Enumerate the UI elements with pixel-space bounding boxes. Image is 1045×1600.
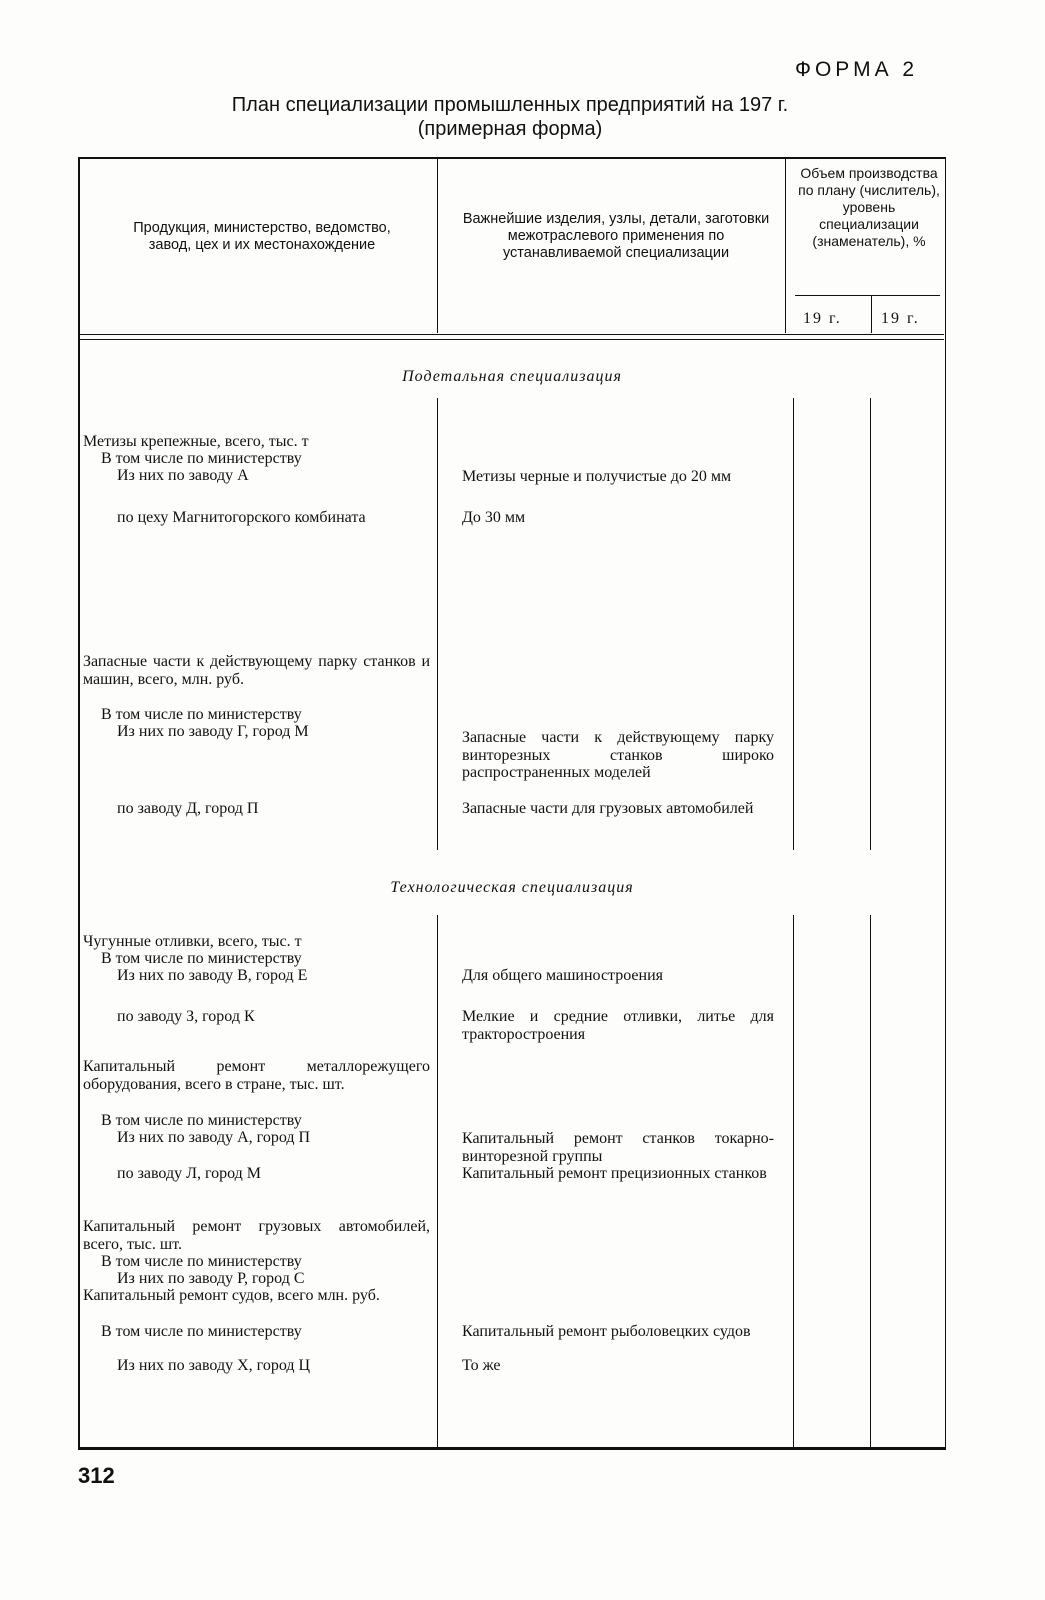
row-label: Чугунные отливки, всего, тыс. т: [83, 933, 302, 950]
row-label: В том числе по министерству: [101, 450, 302, 467]
section-heading: Подетальная специализация: [402, 368, 622, 385]
row-label: В том числе по министерству: [101, 1112, 302, 1129]
row-label: Метизы крепежные, всего, тыс. т: [83, 433, 309, 450]
row-label: Из них по заводу А: [117, 467, 249, 484]
row-label: Из них по заводу Г, город М: [117, 723, 309, 740]
header-col-volume: Объем производства по плану (числитель), уровень специализации (знаменатель), %: [798, 165, 940, 249]
col-divider-3: [870, 398, 871, 850]
row-label: Капитальный ремонт грузовых автомобилей, всего, тыс. шт.: [83, 1218, 430, 1253]
row-label: Из них по заводу А, город П: [117, 1129, 311, 1146]
title-line-2: (примерная форма): [417, 118, 603, 140]
row-label: В том числе по министерству: [101, 1253, 302, 1270]
header-col-products: Продукция, министерство, ведомство, завод, цех и их местонахождение: [133, 220, 391, 253]
row-item: Метизы черные и получистые до 20 мм: [462, 468, 732, 485]
section-heading: Технологическая специализация: [390, 879, 634, 896]
row-item: Для общего машиностроения: [462, 967, 664, 984]
row-label: В том числе по министерству: [101, 1323, 302, 1340]
col-divider-3: [871, 295, 872, 333]
col-divider-1: [437, 158, 438, 333]
row-label: по цеху Магнитогорского комбината: [117, 509, 366, 526]
header-col-items: Важнейшие изделия, узлы, детали, заготовки межотраслевого применения по устанавливаемой специализации: [462, 211, 770, 261]
page-title: [150, 93, 870, 141]
header-subrule: [795, 295, 940, 296]
row-item: Капитальный ремонт рыболовецких судов: [462, 1323, 751, 1340]
row-label: В том числе по министерству: [101, 950, 302, 967]
row-label: Из них по заводу Р, город С: [117, 1270, 305, 1287]
row-label: Капитальный ремонт судов, всего млн. руб.: [83, 1287, 380, 1304]
row-item: Запасные части для грузовых автомобилей: [462, 800, 754, 817]
col-divider-2: [793, 398, 794, 850]
row-item: Капитальный ремонт прецизионных станков: [462, 1165, 767, 1182]
row-label: Капитальный ремонт металлорежущего оборудования, всего в стране, тыс. шт.: [83, 1058, 430, 1093]
row-item: До 30 мм: [462, 509, 526, 526]
header-bottom-rule: [80, 339, 944, 340]
row-label: по заводу Д, город П: [117, 800, 259, 817]
row-label: по заводу З, город К: [117, 1008, 255, 1025]
header-year-2: 19 г.: [881, 310, 920, 327]
row-item: Мелкие и средние отливки, литье для тракторостроения: [462, 1008, 774, 1043]
header-year-1: 19 г.: [803, 310, 842, 327]
row-item: То же: [462, 1357, 501, 1374]
col-divider-2: [785, 158, 786, 333]
title-line-1: План специализации промышленных предприятий на 197 г.: [231, 94, 789, 116]
page-number: 312: [78, 1463, 115, 1488]
row-label: Из них по заводу В, город Е: [117, 967, 308, 984]
row-label: В том числе по министерству: [101, 706, 302, 723]
row-label: Из них по заводу Х, город Ц: [117, 1357, 311, 1374]
row-item: Капитальный ремонт станков токарно-винторезной группы: [462, 1130, 774, 1165]
col-divider-2: [793, 915, 794, 1447]
row-label: по заводу Л, город М: [117, 1165, 262, 1182]
col-divider-3: [870, 915, 871, 1447]
row-item: Запасные части к действующему парку винторезных станков широко распространенных моделей: [462, 729, 774, 781]
header-bottom-rule: [80, 334, 944, 335]
row-label: Запасные части к действующему парку станков и машин, всего, млн. руб.: [83, 653, 430, 688]
form-number: ФОРМА 2: [795, 58, 919, 81]
